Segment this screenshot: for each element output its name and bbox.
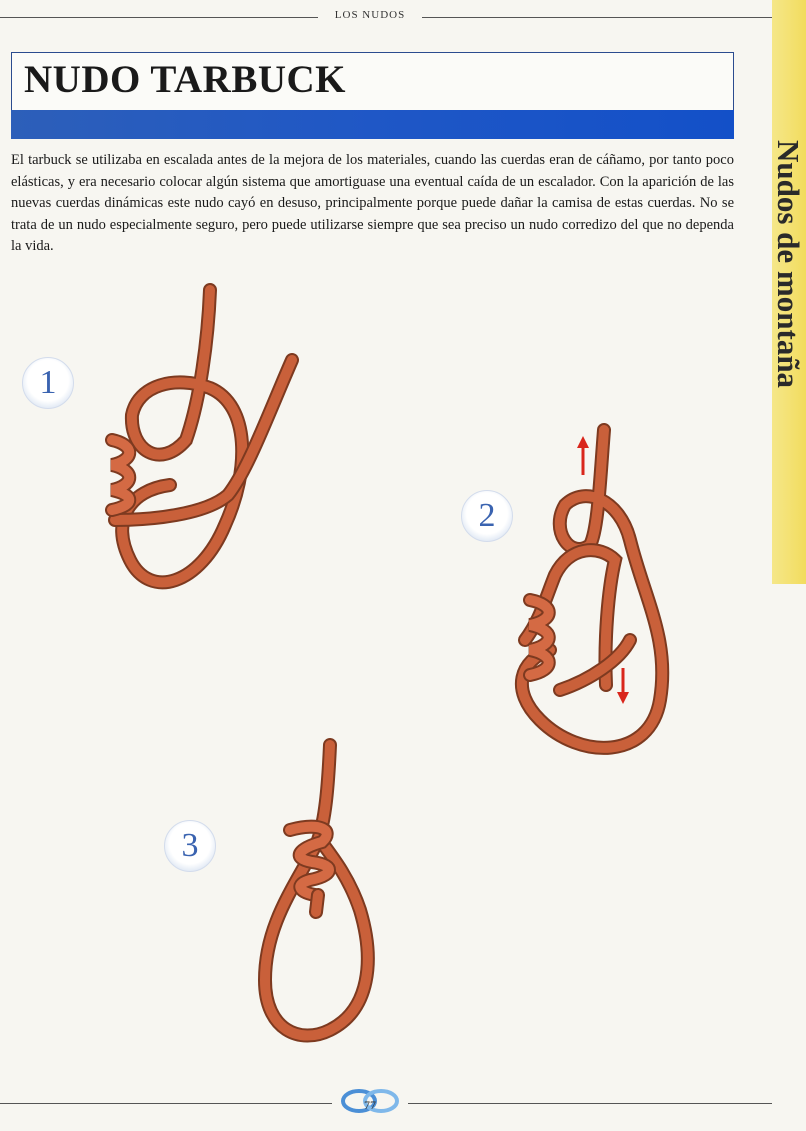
step-badge-3: 3 (164, 820, 216, 872)
step-badge-2: 2 (461, 490, 513, 542)
footer-rule-left (0, 1103, 332, 1104)
step-badge-1: 1 (22, 357, 74, 409)
running-title: LOS NUDOS (334, 9, 406, 21)
page-title: NUDO TARBUCK (24, 58, 346, 101)
footer-rule-right (408, 1103, 772, 1104)
side-tab-label: Nudos de montaña (771, 140, 806, 389)
intro-paragraph: El tarbuck se utilizaba en escalada antes de la mejora de los materiales, cuando las cuerdas eran de cáñamo, por tanto poco elásticas, y era necesario colocar algún sistema que amortiguase una eventual caída de un escalador. Con la aparición de las nuevas cuerdas dinámicas este nudo cayó en desuso, principalmente porque puede dañar la camisa de estas cuerdas. No se trata de un nudo especialmente seguro, pero puede utilizarse siempre que sea preciso un nudo corredizo del que no dependa la vida. (11, 152, 734, 254)
page-number: 77 (364, 1098, 376, 1112)
